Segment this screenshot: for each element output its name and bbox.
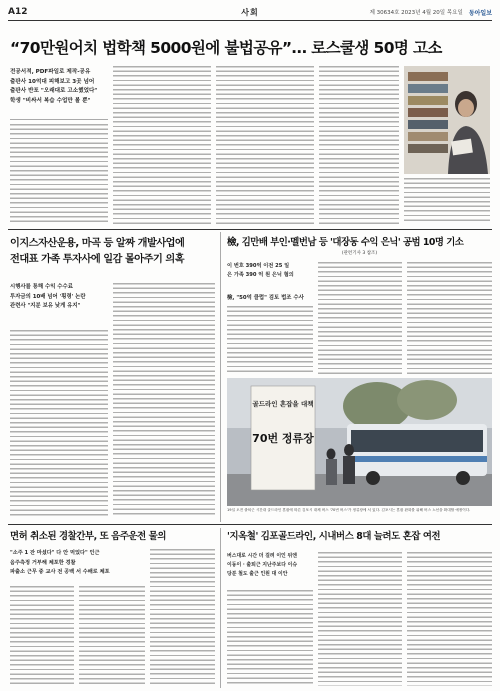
bus-sign-line2: 70번 정류장 (252, 432, 314, 445)
story1-photo (404, 66, 490, 174)
story3-subhead-text: 檢, "50억 클럽" 검토 법조 수사 (227, 295, 304, 301)
story2-headline-block (10, 236, 215, 280)
story4-lead-text: "소주 1 잔 마셨다" 다 안 먹었다" 인근 음주측정 거부해 체포한 경찰 파출소 근무 중 교사 전 공백 서 수배로 체포 (10, 550, 110, 576)
story2-lead (10, 283, 108, 327)
story4-headline: 면허 취소된 경찰간부, 또 음주운전 물의 (10, 531, 166, 542)
story3-dateline: (관련기사 3 참조) (341, 251, 378, 256)
story1-column-2 (113, 66, 211, 224)
story1-lead (10, 68, 108, 116)
story2-column-2 (113, 283, 215, 516)
story1-bottom-rule (8, 229, 492, 230)
column-divider (220, 232, 221, 522)
bus-photo-caption (227, 508, 492, 520)
story1-photo-caption (404, 178, 490, 224)
story3-column-1 (227, 306, 313, 374)
story5-column-1 (227, 590, 313, 686)
story4-column-3 (150, 549, 215, 686)
header-rule (8, 20, 492, 21)
story1-column-4 (319, 66, 399, 224)
mid-bottom-rule (8, 524, 492, 525)
section-name: 사회 (241, 7, 259, 17)
story3-lead (227, 262, 313, 292)
bus-sign-line1: 골드라인 혼잡을 대책 (252, 400, 314, 408)
story3-subhead (227, 294, 313, 304)
story1-headline: “70만원어치 법학책 5000원에 불법공유”… 로스쿨생 50명 고소 (10, 39, 442, 57)
story2-lead-text: 시행사를 통해 수익 수수료 투자금의 10배 넘어 '횡령' 논란 관련사 "지분 보유 낮게 유지" (10, 284, 86, 309)
page-number: A12 (8, 7, 28, 17)
story4-headline-block (10, 530, 215, 544)
bottom-column-divider (220, 528, 221, 688)
issue-meta: 제 30634호 2023년 4월 20일 목요일 (369, 10, 463, 16)
story1-lead-text: 전공서적, PDF파일로 제작-공유 출판사 10억대 피해보고 3곳 넘어 출판사 반포 "오래대로 고소했었다" 학생 "비싸서 복습 수업만 볼 뿐" (10, 69, 98, 104)
story4-column-1 (10, 586, 74, 686)
story5-lead (227, 552, 313, 586)
bus-stop-photo (227, 378, 492, 506)
story1-column-1 (10, 124, 108, 224)
bus-photo-caption-text: 19일 오전 출퇴근 시간대 골드라인 혼잡에 따른 김포시 대체 버스 '70번 버스'가 정류장에 서 있다. 김포시는 혼잡 완화를 위해 버스 노선을 확대할 예정이다. (227, 508, 471, 512)
story3-headline-block (227, 236, 492, 258)
story1-column-3 (216, 66, 314, 224)
story4-column-2 (79, 586, 145, 686)
story5-column-2 (318, 552, 402, 686)
page-header (8, 6, 492, 18)
story3-headline: 檢, 김만배 부인·멜번남 등 '대장동 수익 은닉' 공범 10명 기소 (227, 237, 464, 248)
story3-lead-text: 이 번호 390억 이전 25 일 은 가족 390 억 원 은닉 혐의 (227, 263, 294, 278)
story5-headline: '지옥철' 김포골드라인, 시내버스 8대 늘려도 혼잡 여전 (227, 531, 441, 542)
story2-column-1 (10, 330, 108, 516)
bookshelf-person-image (404, 66, 490, 174)
story5-lead-text: 버스대로 시간 더 걸려 이인 뒤엔 이동이 · 출퇴근 지난주보다 이슈 당분 철도 출근 인원 대 이안 (227, 553, 298, 577)
story5-headline-block (227, 530, 492, 546)
story2-headline-main: 이지스자산운용, 마곡 등 알짜 개발사업에 (10, 238, 185, 249)
newspaper-name: 동아일보 (468, 9, 492, 17)
story3-column-3 (407, 262, 492, 374)
story1-lead-rule (10, 119, 108, 120)
story5-column-3 (407, 552, 492, 686)
story3-column-2 (318, 262, 402, 374)
story2-headline-sub: 전대표 가족 투자사에 일감 몰아주기 의혹 (10, 254, 185, 265)
